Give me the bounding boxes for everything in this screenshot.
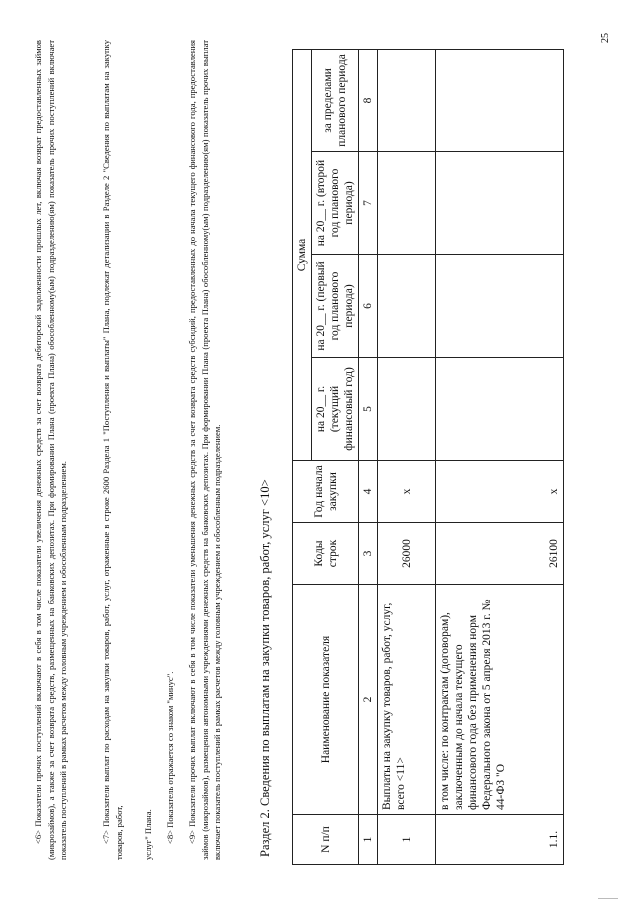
row-value-c6 [378, 255, 436, 358]
row-value-c5 [378, 358, 436, 461]
row-code: 26000 [378, 523, 436, 585]
header-col7: на 20__ г. (второй год планового периода) [312, 152, 359, 255]
column-number: 2 [359, 585, 378, 815]
footnote-8: <8> Показатель отражается со знаком "минус". [165, 671, 175, 844]
column-number: 7 [359, 152, 378, 255]
page-number: 25 [600, 33, 611, 43]
scan-edge-line [598, 898, 618, 899]
section-title: Раздел 2. Сведения по выплатам на закупки товаров, работ, услуг <10> [258, 479, 272, 857]
header-col5: на 20__ г. (текущий финансовый год) [312, 358, 359, 461]
row-name: Выплаты на закупку товаров, работ, услуг, всего <11> [378, 585, 436, 815]
row-value-c8 [378, 49, 436, 151]
header-row-1 [293, 49, 312, 864]
column-number: 5 [359, 358, 378, 461]
column-number: 8 [359, 49, 378, 151]
footnote-6: <6> Показатели прочих поступлений включают в себя в том числе показатели увеличения денежных средств за счет возврата дебиторской задолженности прошлых лет, включая возврат предоставленных займов (микрозаймов), а также за счет возврата средств, размещенных на банковских депозитах. При формировании Плана (проекта Плана) обособленному(ым) подразделению(ям) показатель прочих поступлений включает показатель поступлений в рамках расчетов между головным учреждением и обособленным подразделением. [33, 40, 69, 860]
header-col8: за пределами планового периода [312, 49, 359, 151]
row-num: 1.1. [436, 815, 564, 865]
column-number-row [359, 49, 378, 864]
table-row [436, 49, 564, 864]
row-name: в том числе: по контрактам (договорам), заключенным до начала текущего финансового года без применения норм Федерального закона от 5 апреля 2013 г. № 44-ФЗ "О [436, 585, 564, 815]
column-number: 4 [359, 461, 378, 523]
header-num: N п/п [293, 815, 359, 865]
header-code: Коды строк [293, 523, 359, 585]
header-col6: на 20__ г. (первый год планового периода) [312, 255, 359, 358]
footnote-7: <7> Показатели выплат по расходам на закупки товаров, работ, услуг, отраженные в строке 2600 Раздела 1 "Поступления и выплаты" Плана, подлежат детализации в Разделе 2 "Сведения по выплатам на закупку товаров, работ, [101, 40, 124, 860]
row-value-c8 [436, 49, 564, 151]
header-sum: Сумма [293, 49, 312, 460]
header-name: Наименование показателя [293, 585, 359, 815]
row-value-c5 [436, 358, 564, 461]
column-number: 6 [359, 255, 378, 358]
row-num: 1 [378, 815, 436, 865]
row-value-c7 [378, 152, 436, 255]
row-value-c7 [436, 152, 564, 255]
footnote-9: <9> Показатели прочих выплат включают в себя в том числе показатели уменьшения денежных средств за счет возврата средств субсидий, предоставленных до начала текущего финансового года, предоставления займов (микрозаймов), размещения автономными учреждениями денежных средств на банковских депозитах. При формировании Плана (проекта Плана) обособленному(ым) подразделению(ям) показатель прочих выплат включает показатель поступлений в рамках расчетов между головным учреждением и обособленным подразделением. [187, 40, 223, 860]
row-year: x [436, 461, 564, 523]
column-number: 1 [359, 815, 378, 865]
row-code: 26100 [436, 523, 564, 585]
row-value-c6 [436, 255, 564, 358]
purchases-table [292, 49, 564, 865]
header-year: Год начала закупки [293, 461, 359, 523]
column-number: 3 [359, 523, 378, 585]
table-row [378, 49, 436, 864]
row-year: x [378, 461, 436, 523]
footnote-7-continuation: услуг" Плана. [143, 809, 153, 860]
